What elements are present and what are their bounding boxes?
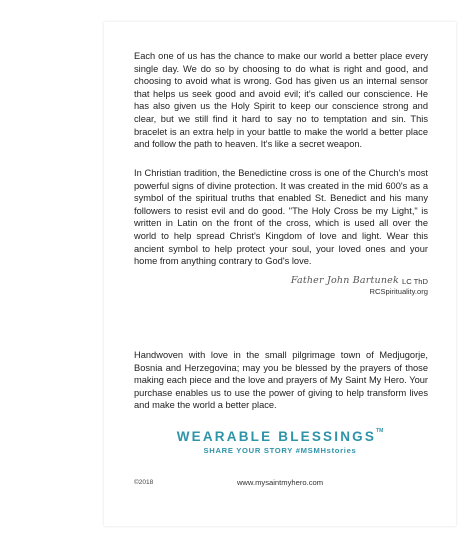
trademark-mark: TM <box>376 428 384 434</box>
benedictine-cross-paragraph: In Christian tradition, the Benedictine cross is one of the Church's most powerful signs of divine protection. It was created in the mid 600's as a symbol of the spiritual truths that enabled St. Benedict and his many followers to resist evil and do good. "The Holy Cross be my Light," is written in Latin on the front of the cross, which is used all over the world to help spread Christ's Kingdom of love and light. Wear this ancient symbol to help protect your soul, your loved ones and your home from anything contrary to God's love. <box>134 168 428 267</box>
handwoven-paragraph: Handwoven with love in the small pilgrimage town of Medjugorje, Bosnia and Herzegovina; may you be blessed by the prayers of those making each piece and the love and prayers of My Saint My Hero. Your purchase enables us to use the power of giving to help transform lives and make the world a better place. <box>134 350 428 411</box>
brand-title-text: WEARABLE BLESSINGS <box>176 429 377 444</box>
signature-name: Father John Bartunek <box>290 275 399 286</box>
signature-credentials: LC ThD <box>401 277 428 286</box>
brand-block <box>104 429 456 455</box>
copyright-text: ©2018 <box>134 479 154 486</box>
signature-block <box>291 275 428 296</box>
signature-website: RCSpirituality.org <box>369 287 428 296</box>
brand-title <box>104 429 456 444</box>
intro-paragraph: Each one of us has the chance to make our world a better place every single day. We do so by choosing to do what is right and good, and choosing to avoid what is wrong. God has given us an internal sensor that helps us seek good and avoid evil; it's called our conscience. He has also given us the Holy Spirit to keep our conscience strong and clear, but we still find it hard to say no to temptation and sin. This bracelet is an extra help in your battle to make the world a better place and follow the path to heaven. It's like a secret weapon. <box>134 51 428 150</box>
website-url: www.mysaintmyhero.com <box>236 478 324 487</box>
message-card <box>104 22 456 526</box>
brand-tagline: SHARE YOUR STORY #MSMHstories <box>203 446 357 455</box>
signature-line <box>291 275 428 286</box>
